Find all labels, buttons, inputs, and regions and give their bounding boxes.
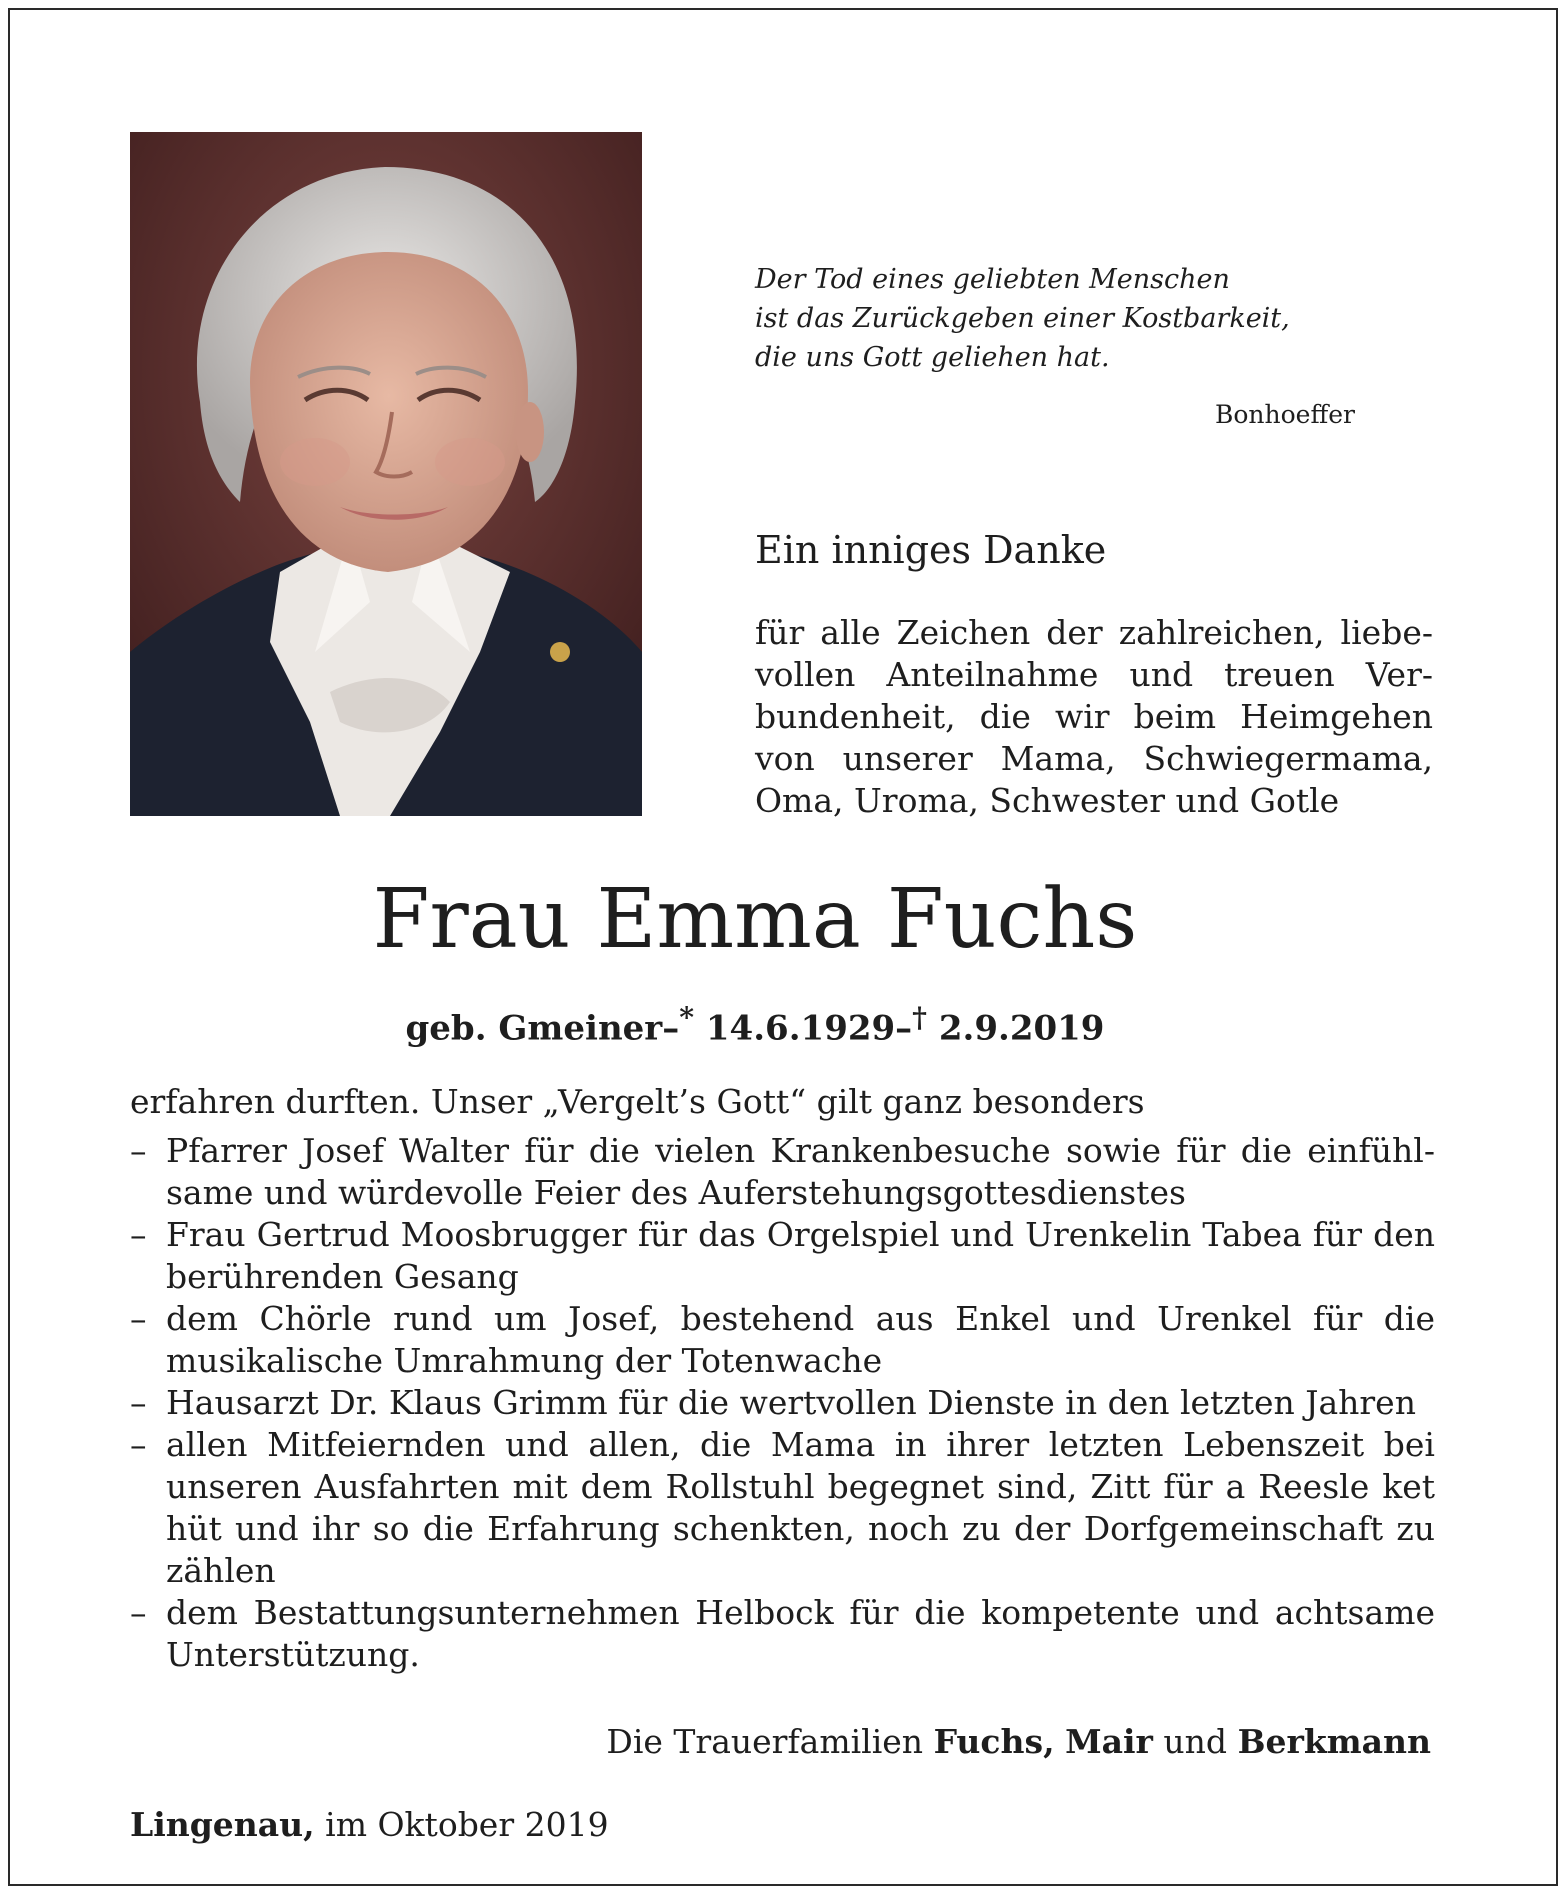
family-name: Mair bbox=[1065, 1722, 1153, 1761]
item-line: allen Mitfeiernden und allen, die Mama in ihrer letzten Lebenszeit bei bbox=[166, 1425, 1435, 1464]
list-dash: – bbox=[130, 1131, 147, 1170]
family-name: Fuchs, bbox=[933, 1722, 1055, 1761]
list-item bbox=[130, 1382, 1435, 1424]
intro-line: Oma, Uroma, Schwester und Gotle bbox=[755, 781, 1340, 820]
birth-name: geb. Gmeiner bbox=[405, 1008, 663, 1049]
item-line: same und würdevolle Feier des Auferstehungsgottesdienstes bbox=[166, 1173, 1186, 1212]
place-name: Lingenau, bbox=[130, 1805, 315, 1844]
portrait-illustration bbox=[130, 132, 642, 816]
bible-quote bbox=[755, 260, 1395, 377]
death-symbol: † bbox=[912, 1000, 927, 1034]
quote-line: die uns Gott geliehen hat. bbox=[755, 342, 1110, 373]
date-separator: – bbox=[662, 1008, 680, 1049]
item-line: zählen bbox=[166, 1551, 276, 1590]
intro-line: vollen Anteilnahme und treuen Ver- bbox=[755, 655, 1433, 694]
list-item bbox=[130, 1130, 1435, 1214]
intro-line: für alle Zeichen der zahlreichen, liebe- bbox=[755, 613, 1433, 652]
life-dates bbox=[10, 1000, 1560, 1048]
thanks-heading: Ein inniges Danke bbox=[755, 528, 1107, 572]
death-date: 2.9.2019 bbox=[938, 1008, 1105, 1049]
list-dash: – bbox=[130, 1299, 147, 1338]
family-signature bbox=[606, 1722, 1431, 1761]
item-line: dem Chörle rund um Josef, bestehend aus Enkel und Urenkel für die bbox=[166, 1299, 1435, 1338]
quote-line: Der Tod eines geliebten Menschen bbox=[755, 264, 1230, 295]
quote-line: ist das Zurückgeben einer Kostbarkeit, bbox=[755, 303, 1290, 334]
notice-date: im Oktober 2019 bbox=[325, 1805, 609, 1844]
item-line: berührenden Gesang bbox=[166, 1257, 519, 1296]
intro-paragraph bbox=[755, 612, 1433, 822]
item-line: Unterstützung. bbox=[166, 1635, 420, 1674]
list-item bbox=[130, 1214, 1435, 1298]
birth-symbol: * bbox=[679, 1000, 695, 1034]
obituary-notice bbox=[8, 8, 1558, 1886]
life-dates-inner bbox=[406, 1000, 1105, 1048]
thanks-list bbox=[130, 1130, 1435, 1676]
intro-line: von unserer Mama, Schwiegermama, bbox=[755, 739, 1433, 778]
list-item bbox=[130, 1592, 1435, 1676]
list-dash: – bbox=[130, 1215, 147, 1254]
place-date bbox=[130, 1805, 609, 1844]
item-line: musikalische Umrahmung der Totenwache bbox=[166, 1341, 883, 1380]
body-lead: erfahren durften. Unser „Vergelt’s Gott“ gilt ganz besonders bbox=[130, 1082, 1145, 1121]
list-dash: – bbox=[130, 1593, 147, 1632]
list-item bbox=[130, 1298, 1435, 1382]
quote-author: Bonhoeffer bbox=[1215, 400, 1355, 429]
item-line: Pfarrer Josef Walter für die vielen Krankenbesuche sowie für die einfühl- bbox=[166, 1131, 1435, 1170]
list-item bbox=[130, 1424, 1435, 1592]
list-dash: – bbox=[130, 1425, 147, 1464]
item-line: dem Bestattungsunternehmen Helbock für die kompetente und achtsame bbox=[166, 1593, 1435, 1632]
birth-date: 14.6.1929 bbox=[705, 1008, 896, 1049]
item-line: hüt und ihr so die Erfahrung schenkten, noch zu der Dorfgemeinschaft zu bbox=[166, 1509, 1435, 1548]
list-dash: – bbox=[130, 1383, 147, 1422]
deceased-name: Frau Emma Fuchs bbox=[372, 872, 1138, 967]
deceased-name-row bbox=[10, 872, 1560, 967]
item-line: Hausarzt Dr. Klaus Grimm für die wertvollen Dienste in den letzten Jahren bbox=[166, 1383, 1416, 1422]
signature-joiner: und bbox=[1163, 1722, 1228, 1761]
portrait-photo bbox=[130, 132, 642, 816]
intro-line: bundenheit, die wir beim Heimgehen bbox=[755, 697, 1433, 736]
item-line: unseren Ausfahrten mit dem Rollstuhl begegnet sind, Zitt für a Reesle ket bbox=[166, 1467, 1435, 1506]
family-name: Berkmann bbox=[1237, 1722, 1431, 1761]
item-line: Frau Gertrud Moosbrugger für das Orgelspiel und Urenkelin Tabea für den bbox=[166, 1215, 1435, 1254]
date-separator: – bbox=[895, 1008, 913, 1049]
signature-prefix: Die Trauerfamilien bbox=[606, 1722, 924, 1761]
